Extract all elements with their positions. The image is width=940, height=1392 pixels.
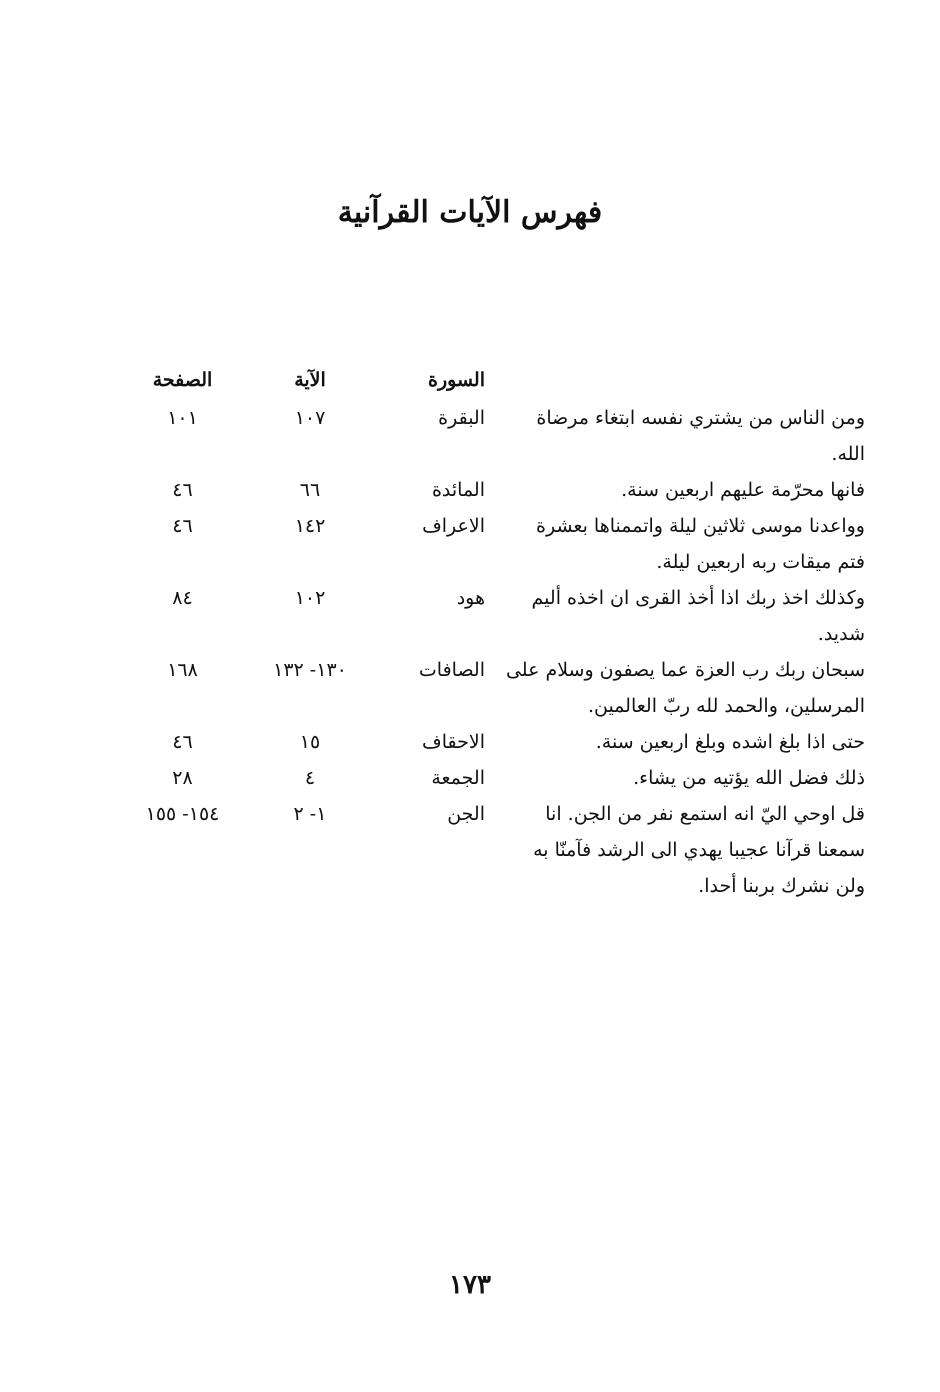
table-row: [120, 796, 865, 904]
table-row: [120, 400, 865, 472]
surah-name: الجن: [447, 803, 485, 825]
page-number: ١٧٣: [449, 1270, 491, 1300]
ayah-number: ١٠٧: [294, 407, 326, 429]
table-row: [120, 472, 865, 508]
verse-text: وكذلك اخذ ربك اذا أخذ القرى ان اخذه أليم شديد.: [531, 587, 865, 645]
table-row: [120, 652, 865, 724]
table-row: [120, 724, 865, 760]
ayah-number: ١٤٢: [294, 515, 326, 537]
verse-text: ذلك فضل الله يؤتيه من يشاء.: [633, 767, 865, 789]
table-header-row: [120, 362, 865, 400]
surah-name: الصافات: [418, 659, 485, 681]
surah-name: الاعراف: [422, 515, 485, 537]
surah-name: هود: [456, 587, 485, 609]
page-reference: ٤٦: [172, 731, 193, 753]
page-reference: ٢٨: [172, 767, 193, 789]
ayah-number: ١٠٢: [294, 587, 326, 609]
verse-text: فانها محرّمة عليهم اربعين سنة.: [621, 479, 865, 501]
surah-name: الجمعة: [431, 767, 485, 789]
surah-name: المائدة: [431, 479, 485, 501]
ayah-number: ٤: [304, 767, 316, 789]
page-reference: ٤٦: [172, 479, 193, 501]
ayah-number: ١٥: [299, 731, 321, 753]
column-header-page: الصفحة: [152, 369, 213, 391]
verse-text: ومن الناس من يشتري نفسه ابتغاء مرضاة الله.: [536, 407, 865, 465]
verse-text: حتى اذا بلغ اشده وبلغ اربعين سنة.: [595, 731, 865, 753]
surah-name: الاحقاف: [422, 731, 485, 753]
ayah-number: ١٣٠- ١٣٢: [273, 659, 347, 681]
quran-verse-index-table: [120, 362, 865, 904]
column-header-ayah: الآية: [294, 369, 326, 391]
verse-text: سبحان ربك رب العزة عما يصفون وسلام على المرسلين، والحمد لله ربّ العالمين.: [505, 659, 865, 717]
verse-text: وواعدنا موسى ثلاثين ليلة واتممناها بعشرة فتم ميقات ربه اربعين ليلة.: [536, 515, 865, 573]
table-row: [120, 760, 865, 796]
ayah-number: ٦٦: [299, 479, 321, 501]
page-reference: ٤٦: [172, 515, 193, 537]
page-reference: ١٠١: [167, 407, 198, 429]
page-reference: ٨٤: [172, 587, 193, 609]
surah-name: البقرة: [438, 407, 485, 429]
verse-text: قل اوحي اليّ انه استمع نفر من الجن. انا سمعنا قرآنا عجيبا يهدي الى الرشد فآمنّا به ولن نشرك بربنا أحدا.: [533, 803, 865, 897]
ayah-number: ١- ٢: [293, 803, 327, 825]
table-row: [120, 508, 865, 580]
page-reference: ١٥٤- ١٥٥: [145, 803, 220, 825]
page-reference: ١٦٨: [167, 659, 198, 681]
table-row: [120, 580, 865, 652]
column-header-surah: السورة: [428, 369, 485, 391]
page-title: فهرس الآيات القرآنية: [337, 195, 603, 230]
